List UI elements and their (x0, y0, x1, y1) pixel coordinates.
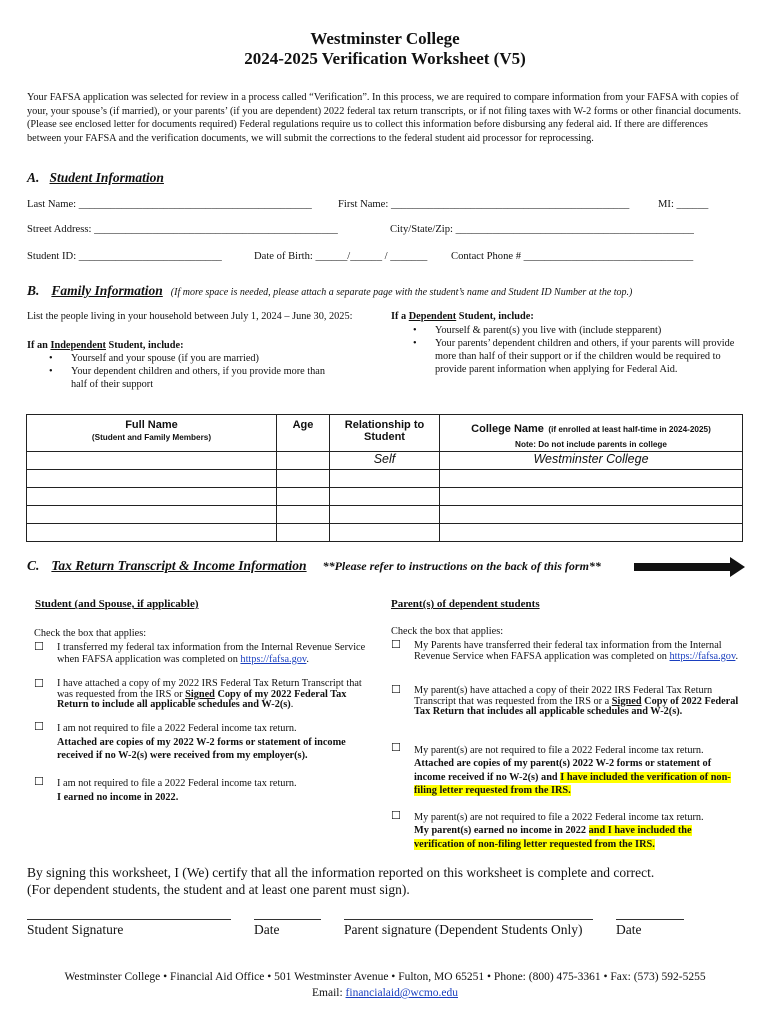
parent-column-heading: Parent(s) of dependent students (391, 598, 540, 610)
contact-phone-field[interactable]: Contact Phone # ________________________________ (451, 251, 694, 262)
age-cell[interactable] (277, 506, 330, 524)
student-option4-checkbox[interactable]: ☐ (34, 775, 44, 788)
table-row (27, 452, 743, 470)
parent-option1-text: My Parents have transferred their federal tax information from the Internal Revenue Service when FAFSA application was completed on https://fafsa.gov. (414, 640, 739, 662)
college-title: Westminster College (310, 29, 460, 48)
student-signature-label: Student Signature (27, 922, 124, 937)
section-c-letter: C. (27, 558, 40, 573)
student-check-instruction: Check the box that applies: (34, 628, 147, 639)
table-row (27, 524, 743, 542)
section-b-heading (27, 282, 632, 300)
parent-option3-checkbox[interactable]: ☐ (391, 741, 401, 754)
worksheet-title: 2024-2025 Verification Worksheet (V5) (244, 49, 526, 68)
college-cell[interactable] (440, 488, 743, 506)
independent-heading: If an Independent Student, include: (27, 340, 184, 351)
independent-list (27, 352, 327, 391)
student-option1-text: I transferred my federal tax information from the Internal Revenue Service when FAFSA application was completed on https://fafsa.gov. (57, 642, 366, 665)
parent-option4-checkbox[interactable]: ☐ (391, 809, 401, 822)
table-row (27, 506, 743, 524)
table-row (27, 470, 743, 488)
fafsa-link[interactable]: https://fafsa.gov (240, 653, 307, 665)
student-date-line[interactable] (254, 919, 321, 920)
student-date-label: Date (254, 922, 280, 937)
col-relationship: Relationship to Student (330, 415, 440, 452)
fafsa-link[interactable]: https://fafsa.gov (669, 650, 736, 662)
col-full-name: Full Name (Student and Family Members) (27, 415, 277, 452)
list-item: • Yourself and your spouse (if you are married) (27, 352, 327, 365)
right-arrow-icon (634, 556, 746, 578)
student-option3-checkbox[interactable]: ☐ (34, 720, 44, 733)
city-state-zip-field[interactable]: City/State/Zip: _____________________________________________ (390, 224, 694, 235)
table-header-row (27, 415, 743, 452)
student-column-heading: Student (and Spouse, if applicable) (35, 598, 199, 610)
table-row (27, 488, 743, 506)
student-id-field[interactable]: Student ID: ___________________________ (27, 251, 222, 262)
section-a-heading (27, 170, 164, 186)
footer-contact: Westminster College • Financial Aid Office • 501 Westminster Avenue • Fulton, MO 65251 • Phone: (800) 475-3361 • Fax: (573) 592-5255 (64, 971, 706, 983)
section-a-letter: A. (27, 170, 40, 185)
college-cell[interactable] (440, 524, 743, 542)
name-cell[interactable] (27, 452, 277, 470)
street-address-field[interactable]: Street Address: ______________________________________________ (27, 224, 338, 235)
mi-field[interactable]: MI: ______ (658, 199, 709, 210)
age-cell[interactable] (277, 470, 330, 488)
name-cell[interactable] (27, 488, 277, 506)
parent-date-line[interactable] (616, 919, 684, 920)
parent-option3-text: My parent(s) are not required to file a 2022 Federal income tax return. Attached are copies of my parent(s) 2022 W-2 forms or statement of income received if no W-2(s) and I have included the verification of non-filing letter requested from the IRS. (414, 745, 731, 796)
name-cell[interactable] (27, 524, 277, 542)
last-name-field[interactable]: Last Name: ____________________________________________ (27, 199, 312, 210)
footer-email: Email: financialaid@wcmo.edu (312, 987, 458, 999)
relationship-cell[interactable] (330, 470, 440, 488)
col-age: Age (277, 415, 330, 452)
email-link[interactable]: financialaid@wcmo.edu (345, 987, 458, 999)
section-c-heading (27, 557, 601, 575)
certification-text: By signing this worksheet, I (We) certify that all the information reported on this worksheet is complete and correct. (For dependent students, the student and at least one parent must sign). (27, 865, 655, 897)
name-cell[interactable] (27, 470, 277, 488)
parent-check-instruction: Check the box that applies: (391, 626, 504, 637)
student-signature-line[interactable] (27, 919, 231, 920)
student-option3-text: I am not required to file a 2022 Federal income tax return. Attached are copies of my 2022 W-2 forms or statement of income received if no W-2(s) were received from my employer(s). (57, 723, 346, 761)
date-of-birth-field[interactable]: Date of Birth: ______/______ / _______ (254, 251, 428, 262)
parent-signature-label: Parent signature (Dependent Students Only) (344, 922, 583, 937)
parent-option2-text: My parent(s) have attached a copy of their 2022 IRS Federal Tax Return Transcript that was requested from the IRS or a Signed Copy of 2022 Federal Tax Return that includes all applicable schedules and W-2(s). (414, 685, 739, 717)
college-cell[interactable] (440, 470, 743, 488)
student-option2-checkbox[interactable]: ☐ (34, 677, 44, 690)
relationship-cell[interactable] (330, 506, 440, 524)
age-cell[interactable] (277, 488, 330, 506)
household-instruction: List the people living in your household between July 1, 2024 – June 30, 2025: (27, 311, 353, 322)
college-cell: Westminster College (440, 452, 743, 470)
parent-option2-checkbox[interactable]: ☐ (391, 683, 401, 696)
parent-date-label: Date (616, 922, 642, 937)
student-option2-text: I have attached a copy of my 2022 IRS Federal Tax Return Transcript that was requested from the IRS or Signed Copy of my 2022 Federal Tax Return to include all applicable schedules and W-2(s). (57, 678, 362, 710)
age-cell[interactable] (277, 524, 330, 542)
parent-option1-checkbox[interactable]: ☐ (391, 638, 401, 651)
name-cell[interactable] (27, 506, 277, 524)
section-b-note: (If more space is needed, please attach a separate page with the student’s name and Student ID Number at the top.) (170, 287, 633, 298)
college-cell[interactable] (440, 506, 743, 524)
section-c-title: Tax Return Transcript & Income Information (51, 558, 307, 573)
parent-option4-text: My parent(s) are not required to file a 2022 Federal income tax return. My parent(s) earned no income in 2022 and I have included the verification of non-filing letter requested from the IRS. (414, 812, 704, 850)
section-b-title: Family Information (51, 283, 163, 298)
first-name-field[interactable]: First Name: _____________________________________________ (338, 199, 630, 210)
parent-signature-line[interactable] (344, 919, 593, 920)
student-option4-text: I am not required to file a 2022 Federal income tax return. I earned no income in 2022. (57, 778, 297, 803)
list-item: • Yourself & parent(s) you live with (include stepparent) (391, 324, 736, 337)
relationship-cell[interactable] (330, 488, 440, 506)
student-option1-checkbox[interactable]: ☐ (34, 640, 44, 653)
list-item: • Your dependent children and others, if you provide more than half of their support (27, 365, 327, 391)
relationship-cell[interactable] (330, 524, 440, 542)
family-table (26, 414, 743, 542)
col-college-name: College Name (if enrolled at least half-time in 2024-2025) Note: Do not include parents in college (440, 415, 743, 452)
section-b-letter: B. (27, 283, 40, 298)
list-item: • Your parents’ dependent children and others, if your parents will provide more than half of their support or if the children would be required to provide parent information when applying for Federal Aid. (391, 337, 736, 376)
section-a-title: Student Information (49, 170, 164, 185)
dependent-list (391, 324, 736, 376)
age-cell[interactable] (277, 452, 330, 470)
relationship-cell: Self (330, 452, 440, 470)
refer-instructions: **Please refer to instructions on the back of this form** (322, 559, 601, 573)
dependent-heading: If a Dependent Student, include: (391, 311, 534, 322)
intro-paragraph: Your FAFSA application was selected for review in a process called “Verification”. In this process, we are required to compare information from your FAFSA with copies of your, your spouse’s (if married), or your parents’ (if you are dependent) 2022 federal tax return transcripts, or if not filing taxes with W-2 forms or other financial documents. (Please see enclosed letter for documents required) Federal regulations require us to collect this information before disbursing any federal aid. If there are differences between your FAFSA and the verification documents, we will submit the corrections to the federal student aid processor for reprocessing. (27, 92, 742, 144)
